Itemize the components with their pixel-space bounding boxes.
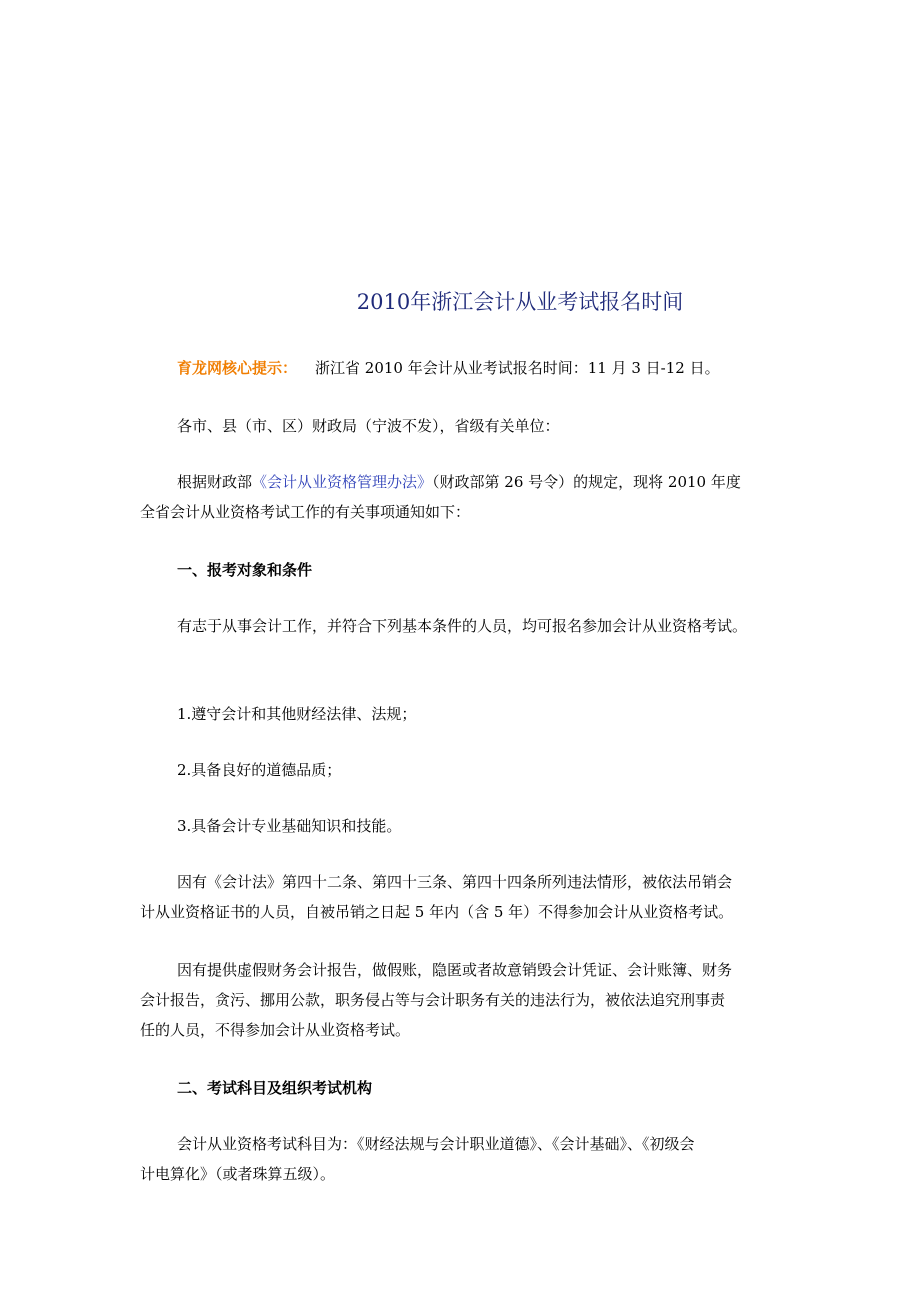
section-2-heading: 二、考试科目及组织考试机构 [177, 1079, 373, 1097]
condition-item-3: 3.具备会计专业基础知识和技能。 [177, 817, 402, 835]
condition-item-2: 2.具备良好的道德品质； [177, 761, 342, 779]
intro-line-1 [177, 470, 741, 494]
section-2-para-line-2: 计电算化》（或者珠算五级）。 [140, 1165, 336, 1183]
section-1-para2-line-1: 因有《会计法》第四十二条、第四十三条、第四十四条所列违法情形，被依法吊销会 [177, 873, 733, 891]
regulation-link[interactable]: 《会计从业资格管理办法》 [252, 473, 433, 491]
hint-label: 育龙网核心提示： [177, 359, 298, 377]
section-2-para-line-1: 会计从业资格考试科目为：《财经法规与会计职业道德》、《会计基础》、《初级会 [177, 1135, 695, 1153]
salutation: 各市、县（市、区）财政局（宁波不发），省级有关单位： [177, 417, 560, 435]
section-1-para: 有志于从事会计工作，并符合下列基本条件的人员，均可报名参加会计从业资格考试。 [177, 617, 748, 635]
intro-prefix: 根据财政部 [177, 473, 253, 491]
core-hint [177, 356, 720, 380]
section-1-heading: 一、报考对象和条件 [177, 561, 313, 579]
section-1-para2-line-2: 计从业资格证书的人员，自被吊销之日起 5 年内（含 5 年）不得参加会计从业资格考试。 [140, 903, 734, 921]
document-title: 2010年浙江会计从业考试报名时间 [356, 290, 684, 314]
intro-line-2: 全省会计从业资格考试工作的有关事项通知如下： [140, 503, 471, 521]
condition-item-1: 1.遵守会计和其他财经法律、法规； [177, 705, 417, 723]
section-1-para3-line-3: 任的人员，不得参加会计从业资格考试。 [140, 1021, 411, 1039]
section-1-para3-line-1: 因有提供虚假财务会计报告，做假账，隐匿或者故意销毁会计凭证、会计账簿、财务 [177, 961, 733, 979]
intro-suffix: （财政部第 26 号令）的规定，现将 2010 年度 [432, 473, 741, 491]
section-1-para3-line-2: 会计报告，贪污、挪用公款，职务侵占等与会计职务有关的违法行为，被依法追究刑事责 [140, 991, 726, 1009]
hint-text: 浙江省 2010 年会计从业考试报名时间：11 月 3 日-12 日。 [315, 359, 720, 377]
